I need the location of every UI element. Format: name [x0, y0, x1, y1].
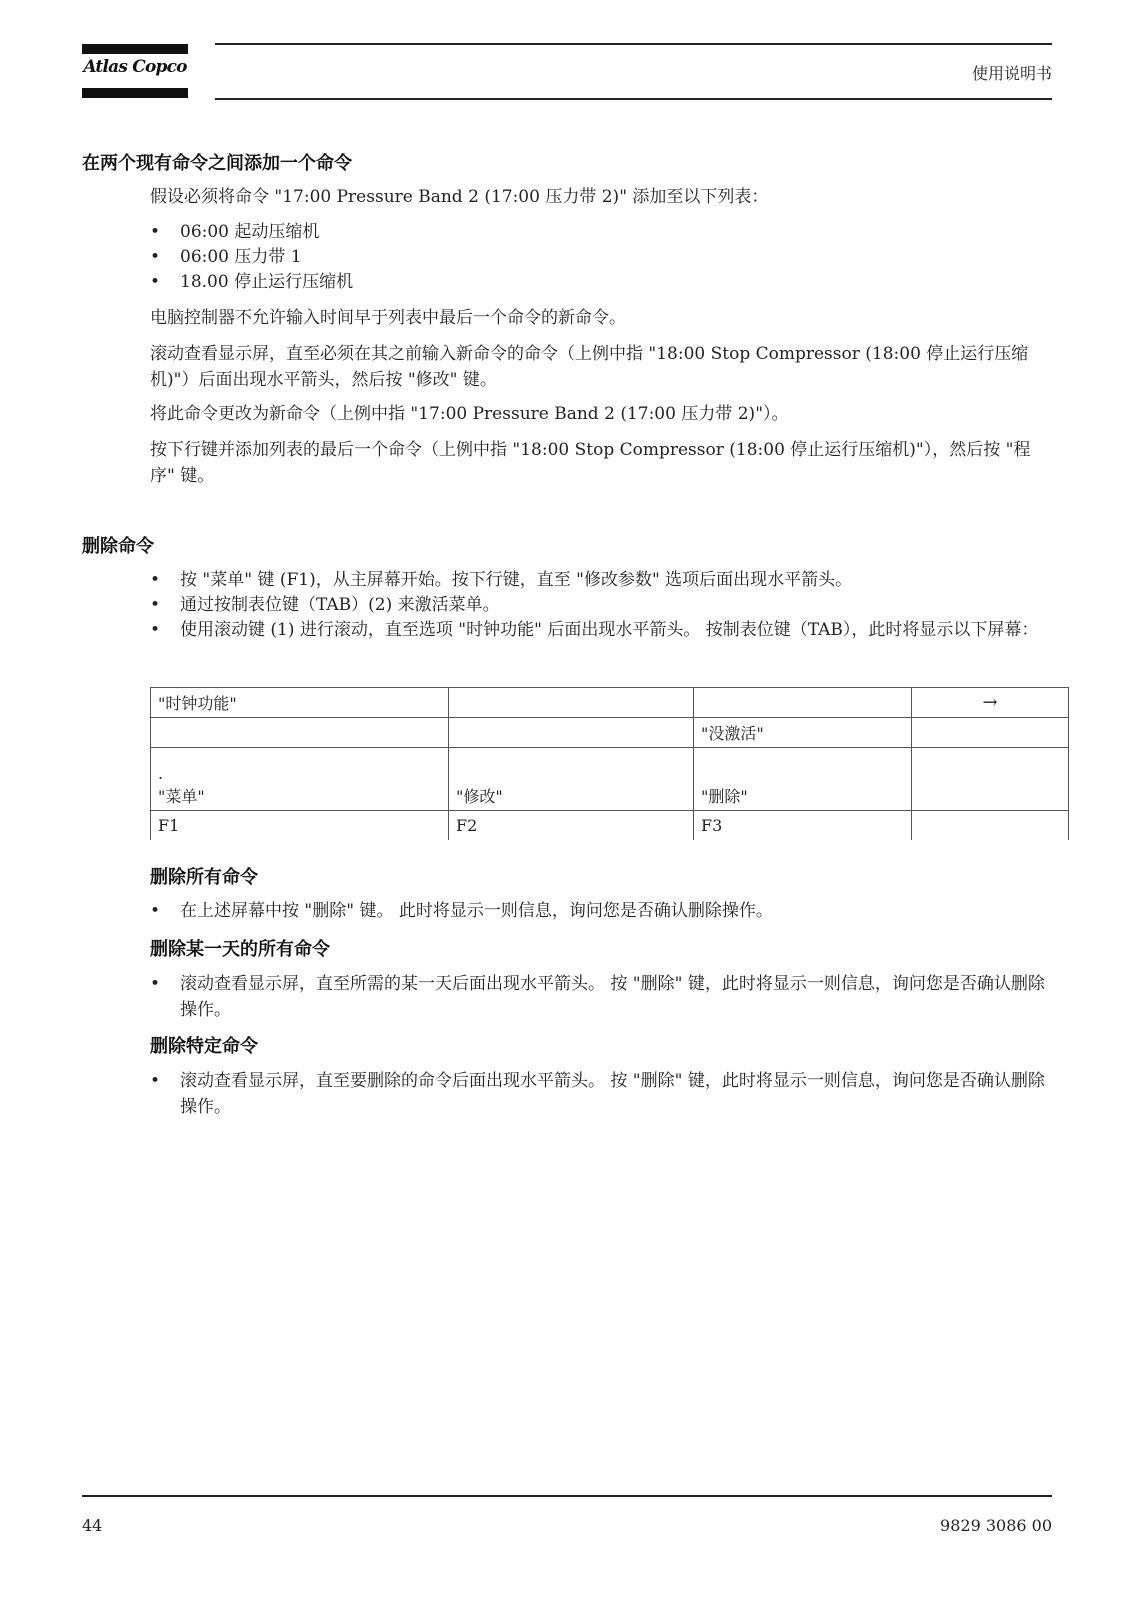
empty-cell: [912, 718, 1069, 748]
right-arrow-icon: →: [982, 692, 998, 713]
list-item: [150, 592, 1055, 618]
header-rule-top: [215, 43, 1052, 45]
bullet-icon: •: [150, 595, 161, 615]
subsection-title-delete-specific: 删除特定命令: [150, 1036, 258, 1057]
status-value-cell: "没激活": [694, 718, 912, 748]
list-item-text: 06:00 压力带 1: [180, 247, 302, 267]
bullet-icon: •: [150, 974, 161, 994]
section-title-delete-command: 删除命令: [82, 536, 154, 557]
logo-bar-top: [82, 44, 188, 54]
bullet-icon: •: [150, 620, 161, 640]
softkey-modify-cell: "修改": [449, 748, 694, 811]
list-item-text: 使用滚动键 (1) 进行滚动，直至选项 "时钟功能" 后面出现水平箭头。 按制表位键（TAB），此时将显示以下屏幕：: [180, 620, 1039, 640]
table-row: [151, 688, 1069, 718]
list-item: [150, 971, 1055, 1023]
list-item: [150, 567, 1055, 593]
add-paragraph-1: 电脑控制器不允许输入时间早于列表中最后一个命令的新命令。: [150, 308, 626, 328]
list-item-text: 滚动查看显示屏，直至要删除的命令后面出现水平箭头。 按 "删除" 键，此时将显示一则信息，询问您是否确认删除操作。: [180, 1071, 1045, 1117]
empty-cell: [449, 718, 694, 748]
bullet-icon: •: [150, 901, 161, 921]
add-paragraph-4: 按下行键并添加列表的最后一个命令（上例中指 "18:00 Stop Compressor (18:00 停止运行压缩机)"），然后按 "程序" 键。: [150, 440, 1031, 486]
logo-wordmark: Atlas Copco: [83, 57, 187, 77]
list-item-text: 滚动查看显示屏，直至所需的某一天后面出现水平箭头。 按 "删除" 键，此时将显示一则信息，询问您是否确认删除操作。: [180, 974, 1045, 1020]
controller-display-table: [150, 687, 1069, 840]
logo-bar-bottom: [82, 88, 188, 98]
add-paragraph-3: 将此命令更改为新命令（上例中指 "17:00 Pressure Band 2 (17:00 压力带 2)"）。: [150, 404, 789, 424]
softkey-menu-cell: [151, 748, 449, 811]
bullet-icon: •: [150, 272, 161, 292]
bullet-icon: •: [150, 1071, 161, 1091]
add-intro: 假设必须将命令 "17:00 Pressure Band 2 (17:00 压力带 2)" 添加至以下列表：: [150, 187, 769, 207]
page-number: 44: [82, 1516, 103, 1535]
list-item-text: 在上述屏幕中按 "删除" 键。 此时将显示一则信息，询问您是否确认删除操作。: [180, 901, 773, 921]
empty-cell: [151, 718, 449, 748]
table-row: [151, 811, 1069, 841]
list-item: [150, 617, 1055, 643]
add-paragraph-2: 滚动查看显示屏，直至必须在其之前输入新命令的命令（上例中指 "18:00 Stop Compressor (18:00 停止运行压缩机)"）后面出现水平箭头，然后按 "修改" 键。: [150, 344, 1029, 390]
empty-cell: [912, 748, 1069, 811]
list-item-text: 通过按制表位键（TAB）(2) 来激活菜单。: [180, 595, 500, 615]
softkey-menu-label: "菜单": [158, 787, 205, 806]
empty-cell: [694, 688, 912, 718]
subsection-title-delete-day: 删除某一天的所有命令: [150, 939, 330, 960]
list-item-text: 按 "菜单" 键 (F1)，从主屏幕开始。按下行键，直至 "修改参数" 选项后面出现水平箭头。: [180, 570, 853, 590]
subsection-title-delete-all: 删除所有命令: [150, 867, 258, 888]
menu-label-cell: "时钟功能": [151, 688, 449, 718]
table-row: [151, 748, 1069, 811]
table-row: [151, 718, 1069, 748]
header-title: 使用说明书: [971, 64, 1052, 83]
atlas-copco-logo: [82, 44, 188, 98]
fkey-f3-cell: F3: [694, 811, 912, 841]
fkey-f1-cell: F1: [151, 811, 449, 841]
list-item: [150, 219, 1055, 245]
list-item: [150, 244, 1055, 270]
empty-cell: [449, 688, 694, 718]
list-item: [150, 898, 1055, 924]
list-item: [150, 1068, 1055, 1120]
list-item: [150, 269, 1055, 295]
document-number: 9829 3086 00: [940, 1516, 1052, 1535]
dot-marker: .: [158, 764, 164, 783]
bullet-icon: •: [150, 222, 161, 242]
fkey-f2-cell: F2: [449, 811, 694, 841]
bullet-icon: •: [150, 570, 161, 590]
header-rule-bottom: [215, 98, 1052, 100]
list-item-text: 06:00 起动压缩机: [180, 222, 320, 242]
footer-rule: [82, 1495, 1052, 1497]
bullet-icon: •: [150, 247, 161, 267]
softkey-delete-cell: "删除": [694, 748, 912, 811]
list-item-text: 18.00 停止运行压缩机: [180, 272, 354, 292]
section-title-add-command: 在两个现有命令之间添加一个命令: [82, 153, 352, 174]
arrow-cell: [912, 688, 1069, 718]
empty-cell: [912, 811, 1069, 841]
